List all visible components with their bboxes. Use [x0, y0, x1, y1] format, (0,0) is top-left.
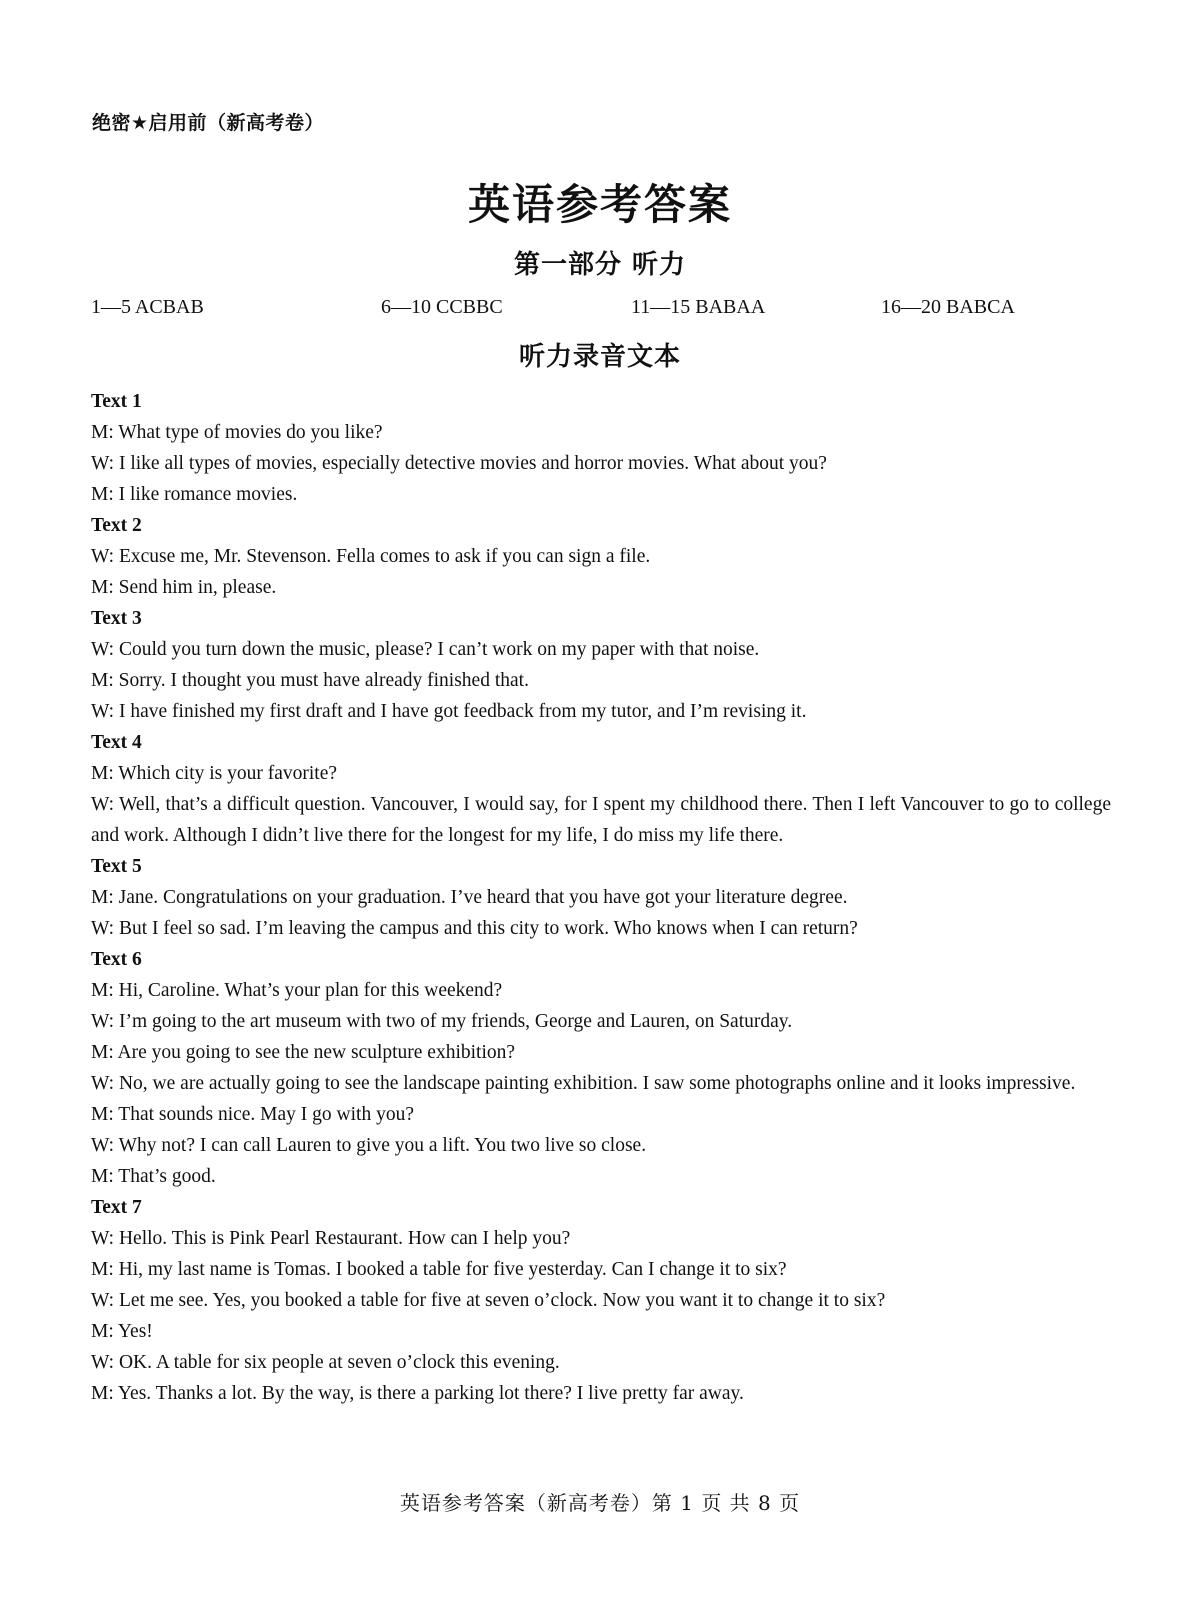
text-heading: Text 1 — [91, 391, 142, 412]
dialogue-line: W: Excuse me, Mr. Stevenson. Fella comes to ask if you can sign a file. — [91, 546, 651, 567]
answer-group: 1—5 ACBAB — [91, 296, 204, 318]
page-title: 英语参考答案 — [467, 180, 732, 229]
answer-group: 6—10 CCBBC — [381, 296, 503, 318]
dialogue-line: M: Jane. Congratulations on your graduation. I’ve heard that you have got your literature degree. — [91, 887, 848, 908]
dialogue-line: M: That’s good. — [91, 1166, 216, 1187]
text-heading: Text 5 — [91, 856, 142, 877]
text-heading: Text 3 — [91, 608, 142, 629]
dialogue-line: M: Are you going to see the new sculpture exhibition? — [91, 1042, 516, 1063]
answer-key-row — [0, 296, 1200, 326]
dialogue-line: W: Let me see. Yes, you booked a table for five at seven o’clock. Now you want it to change it to six? — [91, 1290, 886, 1311]
text-heading: Text 6 — [91, 949, 142, 970]
dialogue-line: M: Hi, Caroline. What’s your plan for this weekend? — [91, 980, 503, 1001]
dialogue-line: M: Sorry. I thought you must have already finished that. — [91, 670, 529, 691]
dialogue-line: M: Send him in, please. — [91, 577, 277, 598]
dialogue-line: W: Could you turn down the music, please? I can’t work on my paper with that noise. — [91, 639, 760, 660]
confidential-header: 绝密★启用前（新高考卷） — [92, 112, 325, 134]
dialogue-line: M: Yes! — [91, 1321, 153, 1342]
dialogue-line: M: I like romance movies. — [91, 484, 298, 505]
dialogue-line: M: Yes. Thanks a lot. By the way, is there a parking lot there? I live pretty far away. — [91, 1383, 744, 1404]
page-footer: 英语参考答案（新高考卷）第 1 页 共 8 页 — [399, 1491, 801, 1515]
text-heading: Text 4 — [91, 732, 142, 753]
answer-group: 16—20 BABCA — [881, 296, 1015, 318]
section-title-transcript: 听力录音文本 — [518, 342, 681, 372]
answer-group: 11—15 BABAA — [631, 296, 766, 318]
dialogue-line: W: But I feel so sad. I’m leaving the campus and this city to work. Who knows when I can return? — [91, 918, 858, 939]
dialogue-line: W: No, we are actually going to see the landscape painting exhibition. I saw some photographs online and it looks impressive. — [91, 1073, 1076, 1094]
dialogue-line: W: I like all types of movies, especially detective movies and horror movies. What about you? — [91, 453, 827, 474]
dialogue-line: W: OK. A table for six people at seven o’clock this evening. — [91, 1352, 560, 1373]
dialogue-line: M: Hi, my last name is Tomas. I booked a table for five yesterday. Can I change it to six? — [91, 1259, 787, 1280]
dialogue-line: M: Which city is your favorite? — [91, 763, 338, 784]
text-heading: Text 2 — [91, 515, 142, 536]
dialogue-line: M: What type of movies do you like? — [91, 422, 383, 443]
dialogue-line: W: I’m going to the art museum with two of my friends, George and Lauren, on Saturday. — [91, 1011, 793, 1032]
dialogue-line: W: Hello. This is Pink Pearl Restaurant. How can I help you? — [91, 1228, 571, 1249]
transcript-body — [91, 386, 1111, 1409]
dialogue-line: W: Well, that’s a difficult question. Vancouver, I would say, for I spent my childhood there. Then I left Vancouver to go to college and work. Although I didn’t live there for the longest for my life, I do miss my life there. — [91, 794, 1111, 846]
dialogue-line: W: I have finished my first draft and I have got feedback from my tutor, and I’m revising it. — [91, 701, 807, 722]
text-heading: Text 7 — [91, 1197, 142, 1218]
dialogue-line: M: That sounds nice. May I go with you? — [91, 1104, 414, 1125]
section-title-listening: 第一部分 听力 — [513, 250, 687, 280]
dialogue-line: W: Why not? I can call Lauren to give you a lift. You two live so close. — [91, 1135, 647, 1156]
